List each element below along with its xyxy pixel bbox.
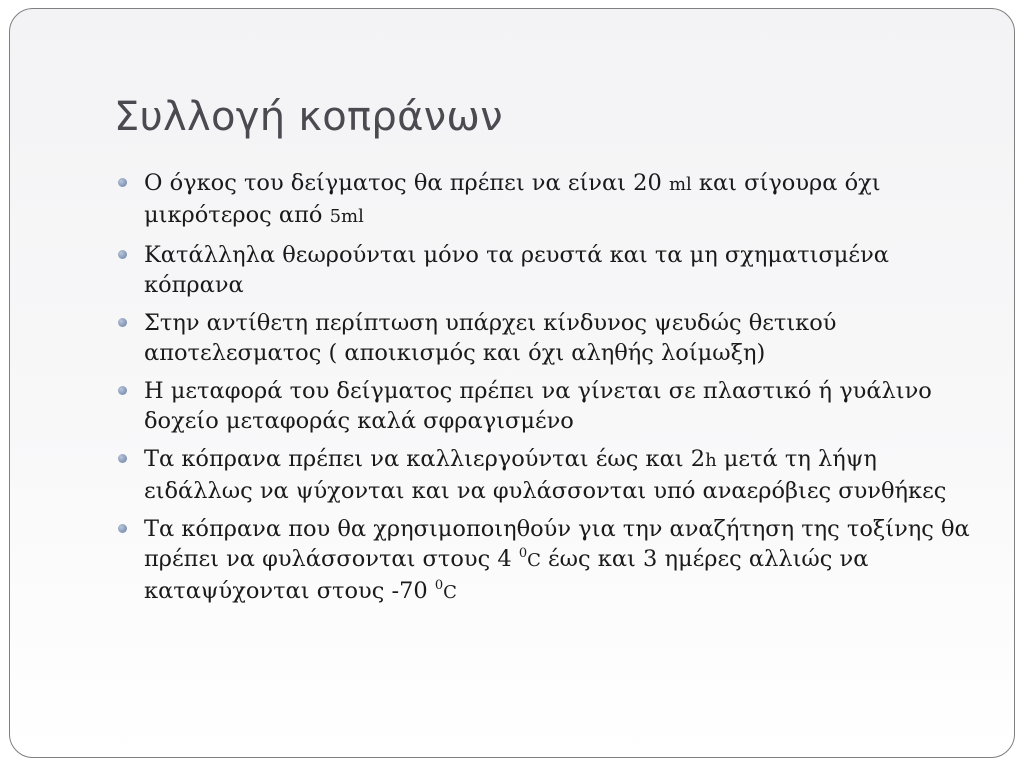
slide: [9, 8, 1015, 758]
bullet-icon: [118, 386, 127, 395]
bullet-text: Κατάλληλα θεωρούνται μόνο τα ρευστά και τα μη σχηματισμένα κόπρανα: [144, 242, 889, 298]
unit-celsius: C: [443, 582, 457, 603]
bullet-icon: [118, 454, 127, 463]
bullet-item-transport-container: [114, 376, 974, 436]
bullet-item-false-positive-risk: [114, 308, 974, 368]
bullet-text: έως και 3 ημέρες αλλιώς να καταψύχονται στους -70: [144, 546, 869, 604]
bullet-text: Τα κόπρανα που θα χρησιμοποιηθούν για την αναζήτηση της τοξίνης θα πρέπει να φυλάσσονται στους 4: [144, 516, 970, 572]
unit-celsius: C: [527, 550, 541, 571]
degree-superscript: 0: [518, 546, 528, 561]
bullet-text: Ο όγκος του δείγματος θα πρέπει να είναι 20: [144, 170, 669, 196]
bullet-item-sample-volume: [114, 168, 974, 232]
bullet-icon: [118, 318, 127, 327]
bullet-text: μετά τη λήψη ειδάλλως να ψύχονται και να φυλάσσονται υπό αναερόβιες συνθήκες: [144, 446, 947, 504]
bullet-text: Η μεταφορά του δείγματος πρέπει να γίνεται σε πλαστικό ή γυάλινο δοχείο μεταφοράς καλά σφραγισμένο: [144, 378, 932, 434]
bullet-item-toxin-storage: [114, 514, 974, 608]
bullet-text: και σίγουρα όχι μικρότερος από: [144, 170, 881, 228]
bullet-list: [114, 168, 974, 616]
bullet-icon: [118, 524, 127, 533]
unit-ml: ml: [668, 174, 692, 195]
bullet-icon: [118, 178, 127, 187]
degree-superscript: 0: [434, 578, 444, 593]
unit-hours: h: [705, 450, 717, 471]
bullet-text: Τα κόπρανα πρέπει να καλλιεργούνται έως και 2: [144, 446, 706, 472]
unit-ml: 5ml: [329, 206, 364, 227]
bullet-text: Στην αντίθετη περίπτωση υπάρχει κίνδυνος ψευδώς θετικού αποτελεσματος ( αποικισμός και όχι αληθής λοίμωξη): [144, 310, 837, 366]
slide-title: Συλλογή κοπράνων: [114, 94, 503, 140]
bullet-icon: [118, 250, 127, 259]
bullet-item-suitable-samples: [114, 240, 974, 300]
bullet-item-culture-time: [114, 444, 974, 506]
